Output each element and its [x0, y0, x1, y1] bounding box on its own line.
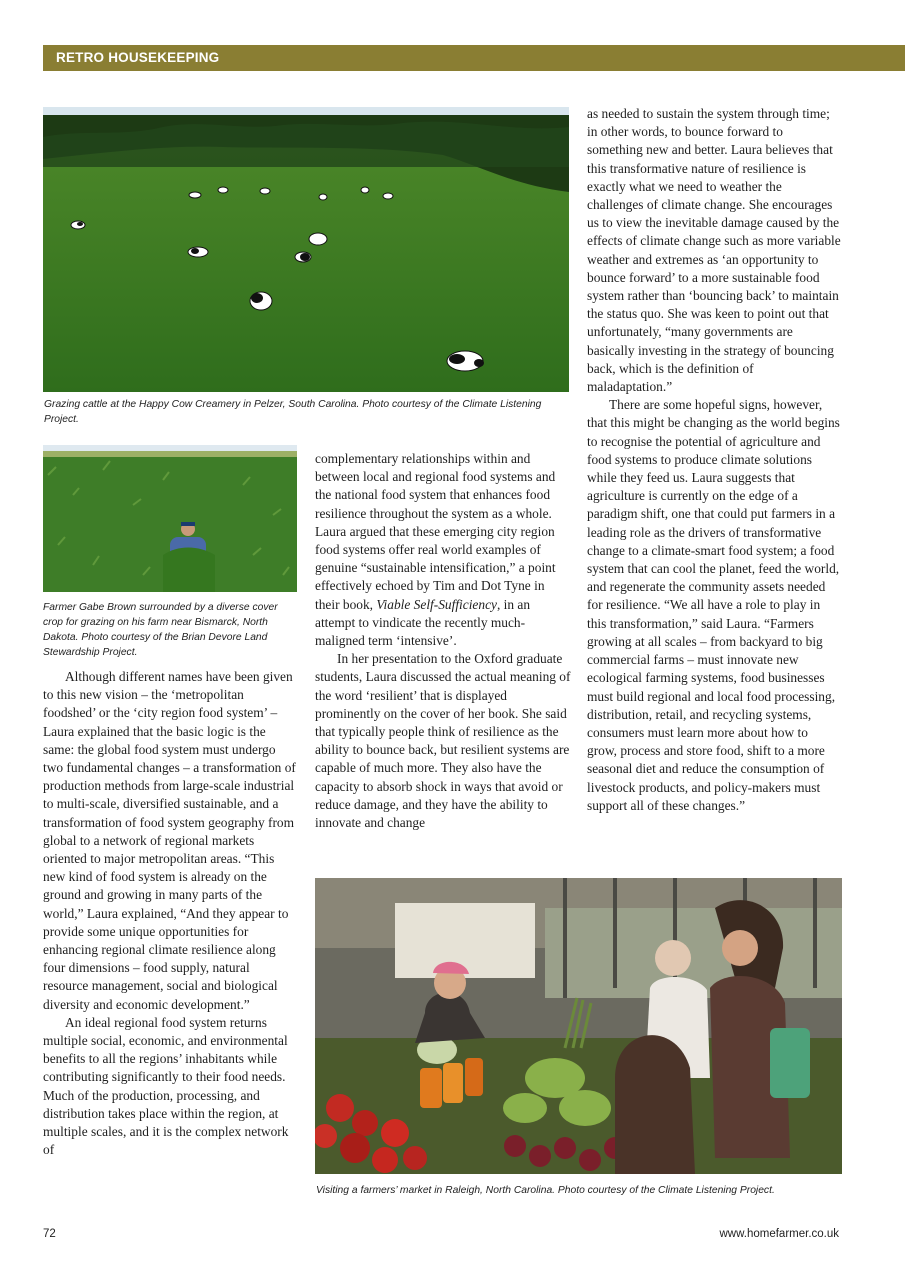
book-title: Viable Self-Sufficiency — [376, 596, 497, 612]
section-header-bar — [43, 45, 905, 71]
cattle-photo — [43, 107, 569, 392]
paragraph: as needed to sustain the system through time; in other words, to bounce forward to something new and better. Laura believes that this transformative nature of resilience is exactly what we need to weather the challenges of climate change. She encourages us to view the inevitable damage caused by the effects of climate change such as more variable weather and extremes as ‘an opportunity to bounce forward’ to a more sustainable food system rather than ‘bouncing back’ to maintain the status quo. She was keen to point out that unfortunately, “many governments are basically investing in the strategy of bouncing back, which is the definition of maladaptation.” — [587, 106, 841, 395]
page-number: 72 — [43, 1228, 56, 1240]
article-column-2 — [315, 450, 571, 832]
market-caption: Visiting a farmers’ market in Raleigh, North Carolina. Photo courtesy of the Climate Listening Project. — [316, 1185, 775, 1196]
cattle-caption: Grazing cattle at the Happy Cow Creamery in Pelzer, South Carolina. Photo courtesy of the Climate Listening Project. — [44, 399, 542, 425]
paragraph: Although different names have been given to this new vision – the ‘metropolitan foodshed’ or the ‘city region food system’ – Laura explained that the basic logic is the same: the global food system must undergo two fundamental changes – a transformation of production methods from large-scale industrial to multi-scale, diversified sustainable, and a transformation of food system geography from global to a network of regional markets oriented to major metropolitan areas. “This new kind of food system is already on the ground and growing in many parts of the world,” Laura explained, “And they appear to provide some unique opportunities for enhancing regional climate resilience along four dimensions – food supply, natural resource management, social and biological diversity and economic development.” — [43, 669, 296, 1012]
paragraph: An ideal regional food system returns multiple social, economic, and environmental benefits to all the regions’ inhabitants while contributing significantly to their food needs. Much of the production, processing, and distribution takes place within the region, at multiple scales, and it is the complex network of — [43, 1014, 289, 1158]
paragraph: There are some hopeful signs, however, that this might be changing as the world begins to recognise the potential of agriculture and food systems to produce climate solutions while they feed us. Laura suggests that agriculture is currently on the edge of a paradigm shift, one that could put farmers in a leading role as the drivers of transformative change to a climate-smart food system; a food system that can cool the planet, feed the world, and regenerate the community assets needed for resilience. “We all have a role to play in this transformation,” said Laura. “Farmers growing at all scales – from backyard to big commercial farms – must innovate new ecological farming systems, food businesses must build regional and local food processing, distribution, retail, and recycling systems, consumers must learn more about how to grow, process and store food, shift to a more seasonal diet and reduce the consumption of livestock products, and policy-makers must support all of these changes.” — [587, 397, 840, 813]
section-title: RETRO HOUSEKEEPING — [56, 50, 220, 65]
market-photo — [315, 878, 842, 1174]
website-url[interactable]: www.homefarmer.co.uk — [719, 1228, 839, 1240]
paragraph: complementary relationships within and between local and regional food systems and the national food system that enhances food resilience throughout the system as a whole. Laura argued that these emerging city region food systems offer real world examples of genuine “sustainable intensification,” a point effectively echoed by Tim and Dot Tyne in their book, Viable Self-Sufficiency, in an attempt to vindicate the recently much-maligned term ‘intensive’. — [315, 451, 556, 649]
article-column-1 — [43, 668, 297, 1159]
article-column-3 — [587, 105, 841, 815]
farmer-photo — [43, 445, 297, 592]
farmer-caption: Farmer Gabe Brown surrounded by a diverse cover crop for grazing on his farm near Bismarck, North Dakota. Photo courtesy of the Brian Devore Land Stewardship Project. — [43, 602, 278, 658]
paragraph: In her presentation to the Oxford graduate students, Laura discussed the actual meaning of the word ‘resilient’ that is displayed prominently on the cover of her book. She said that typically people think of resilience as the ability to bounce back, but resilient systems are capable of much more. They also have the capacity to absorb shock in ways that avoid or reduce damage, and they have the ability to innovate and change — [315, 651, 571, 831]
